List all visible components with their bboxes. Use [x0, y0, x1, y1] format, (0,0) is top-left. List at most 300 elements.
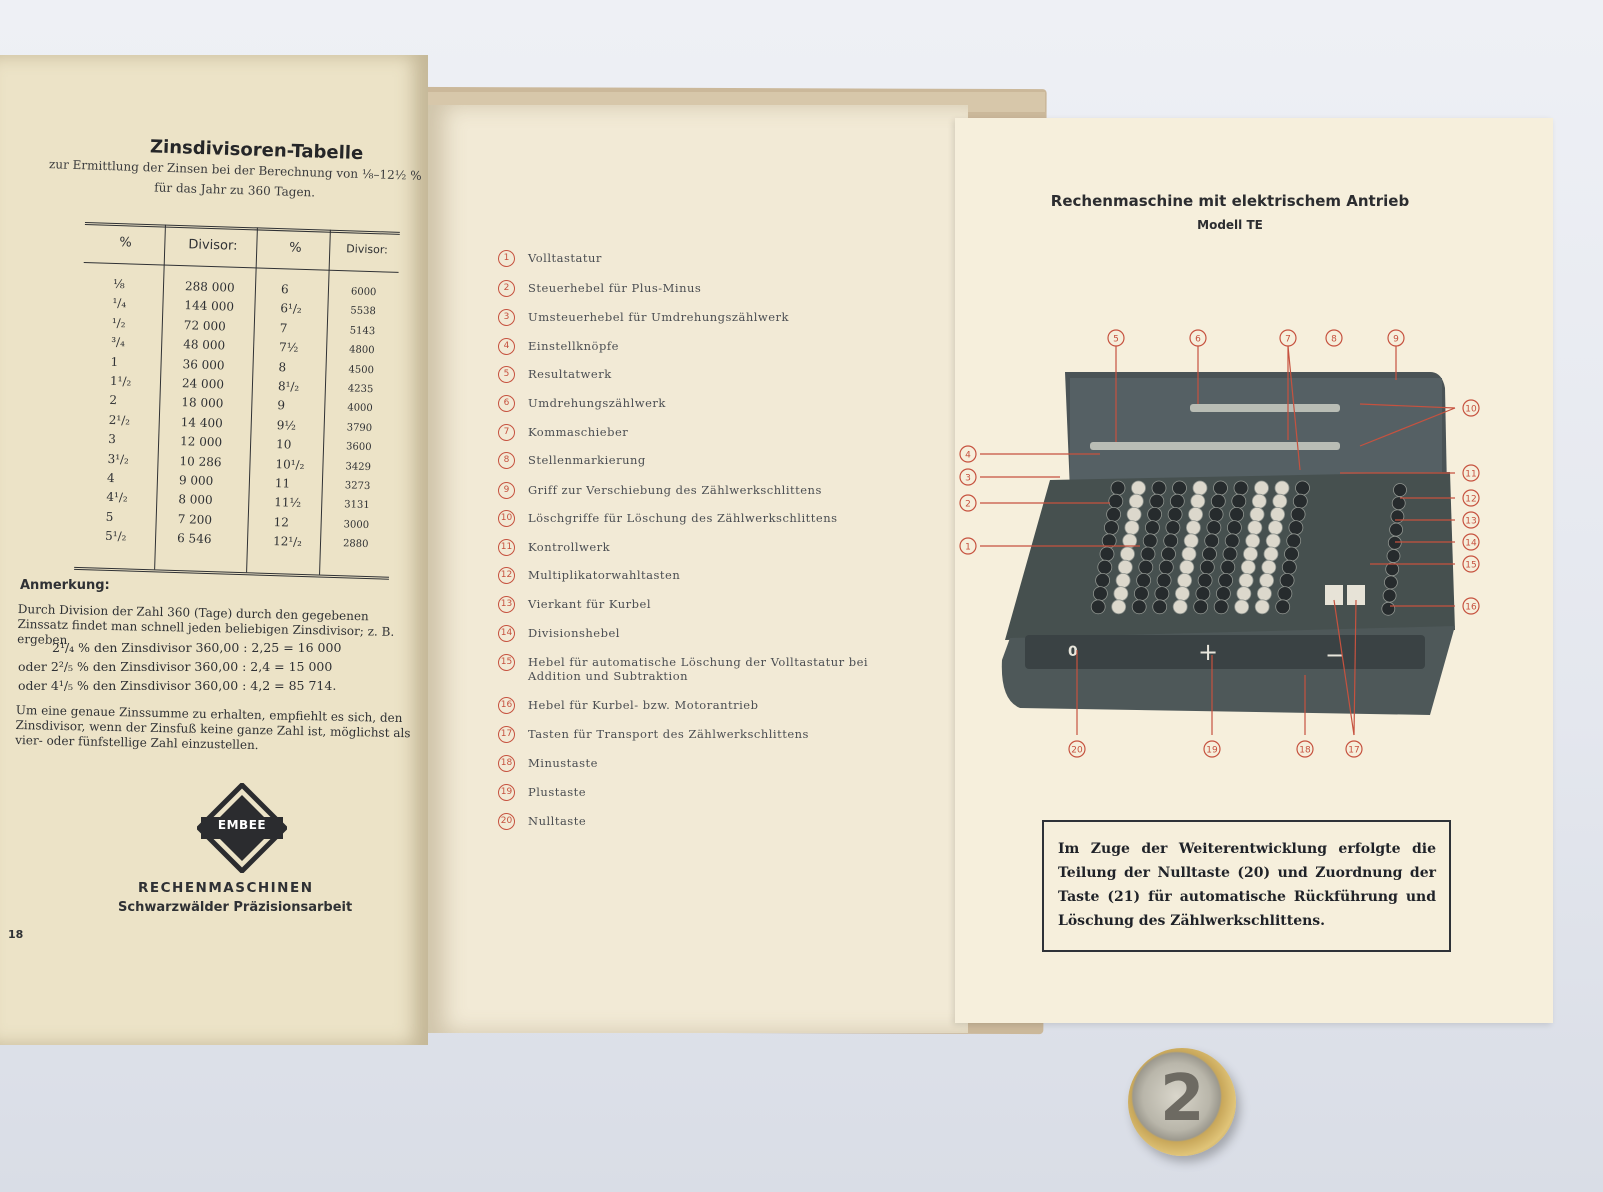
legend-number: 8	[498, 452, 515, 469]
legend-number: 13	[498, 596, 515, 613]
calculator-illustration	[950, 320, 1510, 790]
keyboard-key	[1125, 521, 1139, 535]
table-cell: 12 000	[179, 434, 223, 450]
table-cell: 10	[275, 437, 292, 452]
callout-number: 5	[1113, 334, 1119, 345]
table-header-rule	[84, 262, 399, 273]
keyboard-key	[1164, 534, 1178, 548]
header-divisor-1: Divisor:	[188, 237, 238, 254]
legend-item	[498, 596, 918, 618]
legend-label: Hebel für automatische Löschung der Volltastatur bei Addition und Subtraktion	[528, 655, 869, 683]
keyboard-key	[1239, 573, 1253, 587]
keyboard-key	[1273, 494, 1287, 508]
keyboard-key	[1257, 587, 1271, 601]
table-cell: 5143	[349, 325, 376, 337]
table-bottom-rule	[74, 567, 389, 580]
keyboard-key	[1159, 560, 1173, 574]
keyboard-key	[1129, 494, 1143, 508]
callout-marker	[1388, 330, 1404, 346]
table-cell: 3273	[344, 480, 371, 492]
keyboard-key	[1209, 507, 1223, 521]
column-divisor-2	[343, 282, 377, 554]
table-cell: 2880	[342, 538, 369, 551]
callout-marker	[1463, 598, 1479, 614]
legend-item	[498, 309, 918, 331]
legend-item	[498, 625, 918, 647]
keyboard-key	[1225, 534, 1239, 548]
keyboard-key	[1266, 534, 1280, 548]
legend-item	[498, 338, 918, 360]
table-cell: 5¹/₂	[104, 528, 127, 544]
keyboard-key	[1241, 560, 1255, 574]
callout-marker	[960, 538, 976, 554]
keyboard-key	[1276, 600, 1290, 614]
callout-marker	[1190, 330, 1206, 346]
callout-number: 1	[965, 542, 971, 553]
keyboard-key	[1234, 481, 1248, 495]
keyboard-key	[1109, 494, 1123, 508]
table-cell: 1¹/₂	[109, 373, 132, 389]
keyboard-key	[1205, 534, 1219, 548]
table-divider	[246, 227, 258, 572]
legend-number: 11	[498, 539, 515, 556]
legend-number: 17	[498, 726, 515, 743]
keyboard-key	[1223, 547, 1237, 561]
table-cell: 5538	[350, 305, 376, 318]
keyboard-key	[1178, 573, 1192, 587]
legend-label: Divisionshebel	[528, 626, 620, 640]
keyboard-key	[1118, 560, 1132, 574]
keyboard-key	[1137, 573, 1151, 587]
legend-item	[498, 726, 918, 748]
callout-number: 9	[1393, 334, 1399, 345]
keyboard-key	[1262, 560, 1276, 574]
brand-line-2: Schwarzwälder Präzisionsarbeit	[118, 900, 353, 915]
table-cell: 6000	[350, 286, 377, 299]
example-2: oder 2²/₅ % den Zinsdivisor 360,00 : 2,4 = 15 000	[18, 659, 333, 674]
legend-number: 6	[498, 395, 515, 412]
keyboard-key	[1235, 600, 1249, 614]
callout-number: 19	[1206, 745, 1218, 756]
header-divisor-2: Divisor:	[346, 242, 389, 257]
table-cell: 8 000	[178, 492, 213, 508]
table-cell: 7	[279, 320, 288, 336]
callout-number: 13	[1465, 516, 1477, 527]
table-cell: 10¹/₂	[275, 456, 305, 472]
table-cell: 7½	[278, 340, 299, 355]
keyboard-key	[1153, 600, 1167, 614]
legend-number: 9	[498, 482, 515, 499]
table-cell: 12¹/₂	[272, 534, 303, 550]
callout-marker	[1280, 330, 1296, 346]
keyboard-key	[1107, 507, 1121, 521]
table-cell: 24 000	[181, 376, 225, 392]
callout-number: 20	[1071, 745, 1083, 756]
callout-number: 12	[1465, 494, 1477, 505]
callout-number: 15	[1465, 560, 1477, 571]
table-cell: 7 200	[177, 511, 213, 527]
zero-key-label: 0	[1068, 644, 1078, 660]
callout-number: 17	[1348, 745, 1360, 756]
legend-number: 12	[498, 567, 515, 584]
table-cell: 11½	[274, 495, 302, 511]
multiplier-key	[1388, 536, 1401, 549]
legend-item	[498, 510, 918, 532]
callout-marker	[960, 469, 976, 485]
multiplier-key	[1383, 589, 1396, 602]
keyboard-key	[1250, 507, 1264, 521]
legend-label: Umdrehungszählwerk	[528, 396, 666, 410]
legend-label: Plustaste	[528, 785, 587, 799]
example-3: oder 4¹/₅ % den Zinsdivisor 360,00 : 4,2 = 85 714.	[18, 678, 337, 693]
column-percent-1	[105, 275, 135, 547]
callout-marker	[1108, 330, 1124, 346]
table-cell: 4000	[347, 402, 373, 415]
keyboard-key	[1221, 560, 1235, 574]
table-cell: 3	[107, 431, 117, 447]
callout-number: 18	[1299, 745, 1311, 756]
keyboard-key	[1168, 507, 1182, 521]
keyboard-key	[1121, 547, 1135, 561]
keyboard-key	[1112, 600, 1126, 614]
callout-marker	[1463, 512, 1479, 528]
machine-title: Rechenmaschine mit elektrischem Antrieb	[1050, 192, 1410, 210]
keyboard-key	[1180, 560, 1194, 574]
table-divider	[319, 230, 331, 575]
multiplier-key	[1391, 510, 1404, 523]
keyboard-key	[1132, 600, 1146, 614]
keyboard-key	[1248, 521, 1262, 535]
callout-number: 8	[1331, 334, 1337, 345]
keyboard-key	[1216, 587, 1230, 601]
keyboard-key	[1196, 587, 1210, 601]
table-cell: 6	[280, 282, 289, 297]
table-cell: 8¹/₂	[277, 379, 300, 394]
callout-number: 3	[965, 473, 971, 484]
legend-label: Kommaschieber	[528, 425, 629, 439]
table-cell: 9 000	[178, 472, 214, 489]
note-box-text: Im Zuge der Weiterentwicklung erfolgte die Teilung der Nulltaste (20) und Zuordnung der Taste (21) für automatische Rückführung und Löschung des Zählwerkschlittens.	[1058, 841, 1436, 929]
table-cell: 72 000	[183, 317, 227, 334]
table-cell: 3131	[344, 499, 370, 512]
header-percent-2: %	[289, 240, 302, 256]
page-number: 18	[8, 928, 24, 941]
legend-item	[498, 567, 918, 589]
callout-marker	[1463, 490, 1479, 506]
keyboard-key	[1227, 521, 1241, 535]
legend-item	[498, 366, 918, 388]
multiplier-key	[1382, 602, 1395, 615]
keyboard-key	[1219, 573, 1233, 587]
table-title: Zinsdivisoren-Tabelle	[149, 136, 364, 165]
legend-label: Tasten für Transport des Zählwerkschlittens	[528, 727, 809, 741]
subtitle-line-2: für das Jahr zu 360 Tagen.	[154, 180, 316, 200]
keyboard-key	[1244, 547, 1258, 561]
table-cell: 36 000	[182, 356, 225, 373]
legend-item	[498, 452, 918, 474]
keyboard-key	[1132, 481, 1146, 495]
keyboard-key	[1157, 573, 1171, 587]
keyboard-key	[1255, 481, 1269, 495]
keyboard-key	[1091, 600, 1105, 614]
keyboard-key	[1296, 481, 1310, 495]
keyboard-key	[1134, 587, 1148, 601]
column-percent-2	[273, 280, 310, 552]
multiplier-key	[1394, 484, 1407, 497]
keyboard-key	[1175, 587, 1189, 601]
table-cell: 144 000	[184, 298, 235, 315]
table-cell: 11	[274, 476, 291, 491]
keyboard-key	[1230, 507, 1244, 521]
callout-number: 2	[965, 499, 971, 510]
callout-marker	[1069, 741, 1085, 757]
legend-label: Hebel für Kurbel- bzw. Motorantrieb	[528, 698, 759, 712]
minus-key-label: −	[1325, 641, 1346, 669]
keyboard-key	[1141, 547, 1155, 561]
callout-number: 16	[1465, 602, 1477, 613]
legend-number: 18	[498, 755, 515, 772]
legend-number: 5	[498, 366, 515, 383]
callout-marker	[960, 446, 976, 462]
table-cell: 8	[278, 359, 287, 374]
table-cell: 5	[105, 509, 114, 524]
table-cell: 2	[109, 393, 118, 408]
note-examples	[18, 638, 418, 695]
brand-line-1: RECHENMASCHINEN	[138, 880, 314, 896]
legend-item	[498, 813, 918, 835]
legend-label: Löschgriffe für Löschung des Zählwerkschlittens	[528, 511, 838, 525]
keyboard-key	[1143, 534, 1157, 548]
keyboard-key	[1148, 507, 1162, 521]
legend-label: Umsteuerhebel für Umdrehungszählwerk	[528, 310, 790, 324]
keyboard-key	[1111, 481, 1125, 495]
header-percent-1: %	[119, 235, 132, 251]
callout-marker	[1463, 465, 1479, 481]
keyboard-key	[1264, 547, 1278, 561]
table-cell: 18 000	[181, 395, 224, 411]
callout-marker	[1204, 741, 1220, 757]
legend-item	[498, 250, 918, 272]
legend-item	[498, 280, 918, 302]
keyboard-key	[1232, 494, 1246, 508]
keyboard-key	[1145, 521, 1159, 535]
note-text: Durch Division der Zahl 360 (Tage) durch den gegebenen Zinssatz findet man schnell jeden beliebigen Zinsdivisor; z. B. ergeben	[17, 602, 395, 648]
keyboard-key	[1127, 507, 1141, 521]
table-cell: 4800	[348, 344, 375, 357]
keyboard-key	[1170, 494, 1184, 508]
table-cell: ⅛	[112, 276, 125, 292]
keyboard-key	[1100, 547, 1114, 561]
legend-item	[498, 654, 918, 683]
callout-marker	[1297, 741, 1313, 757]
table-cell: 9½	[276, 417, 297, 433]
legend-label: Kontrollwerk	[528, 540, 611, 554]
legend-number: 19	[498, 784, 515, 801]
keyboard-key	[1162, 547, 1176, 561]
coin-value: 2	[1160, 1062, 1205, 1136]
callout-marker	[960, 495, 976, 511]
table-cell: 10 286	[179, 453, 222, 469]
keyboard-key	[1214, 600, 1228, 614]
legend-label: Nulltaste	[528, 814, 587, 828]
multiplier-key	[1384, 576, 1397, 589]
keyboard-key	[1260, 573, 1274, 587]
keyboard-key	[1246, 534, 1260, 548]
keyboard-key	[1214, 481, 1228, 495]
table-cell: 3600	[345, 441, 372, 454]
keyboard-key	[1255, 600, 1269, 614]
keyboard-key	[1193, 481, 1207, 495]
callout-number: 6	[1195, 334, 1201, 345]
keyboard-key	[1155, 587, 1169, 601]
keyboard-key	[1184, 534, 1198, 548]
callout-number: 11	[1465, 469, 1477, 480]
multiplier-key	[1390, 523, 1403, 536]
column-divisor-1	[177, 277, 235, 550]
legend-label: Multiplikatorwahltasten	[528, 568, 681, 582]
legend-item	[498, 424, 918, 446]
table-cell: 4	[106, 470, 115, 485]
keyboard-key	[1275, 481, 1289, 495]
legend-item	[498, 784, 918, 806]
table-cell: 1	[110, 354, 119, 369]
callout-marker	[1346, 741, 1362, 757]
multiplier-key	[1392, 497, 1405, 510]
keyboard-key	[1093, 587, 1107, 601]
keyboard-key	[1211, 494, 1225, 508]
table-cell: 3000	[343, 518, 370, 531]
keyboard-key	[1237, 587, 1251, 601]
table-cell: 4235	[347, 383, 374, 396]
keyboard-key	[1285, 547, 1299, 561]
table-cell: 3429	[345, 460, 372, 473]
legend-number: 1	[498, 250, 515, 267]
keyboard-key	[1293, 494, 1307, 508]
table-cell: 12	[273, 514, 290, 530]
keyboard-key	[1289, 521, 1303, 535]
keyboard-key	[1282, 560, 1296, 574]
keyboard-key	[1291, 507, 1305, 521]
multiplier-key	[1386, 563, 1399, 576]
table-cell: ³/₄	[111, 335, 126, 350]
keyboard-key	[1166, 521, 1180, 535]
callout-number: 4	[965, 450, 971, 461]
legend-label: Einstellknöpfe	[528, 339, 619, 353]
table-divider	[154, 225, 166, 570]
callout-number: 14	[1465, 538, 1477, 549]
legend-item	[498, 482, 918, 504]
keyboard-key	[1096, 573, 1110, 587]
keyboard-key	[1194, 600, 1208, 614]
legend-number: 7	[498, 424, 515, 441]
keyboard-key	[1098, 560, 1112, 574]
keyboard-key	[1252, 494, 1266, 508]
multiplier-key	[1387, 550, 1400, 563]
callout-marker	[1463, 400, 1479, 416]
plus-key-label: +	[1198, 638, 1219, 666]
table-cell: 288 000	[184, 279, 235, 295]
keyboard-key	[1116, 573, 1130, 587]
callout-marker	[1326, 330, 1342, 346]
keyboard-key	[1200, 560, 1214, 574]
keyboard-key	[1191, 494, 1205, 508]
interest-divisor-table	[74, 222, 400, 587]
keyboard-key	[1150, 494, 1164, 508]
keyboard-key	[1203, 547, 1217, 561]
table-cell: 2¹/₂	[108, 412, 131, 428]
legend-label: Volltastatur	[528, 251, 602, 265]
logo-wordmark: EMBEE	[217, 818, 267, 832]
keyboard-key	[1189, 507, 1203, 521]
table-cell: 3790	[346, 422, 373, 434]
legend-label: Vierkant für Kurbel	[528, 597, 651, 611]
keyboard-key	[1278, 587, 1292, 601]
note-title: Anmerkung:	[20, 578, 110, 593]
legend-item	[498, 697, 918, 719]
keyboard-key	[1114, 587, 1128, 601]
keyboard-key	[1104, 521, 1118, 535]
keyboard-key	[1186, 521, 1200, 535]
legend-number: 10	[498, 510, 515, 527]
callout-number: 7	[1285, 334, 1291, 345]
keyboard-key	[1173, 481, 1187, 495]
machine-model: Modell TE	[1197, 218, 1263, 232]
legend-label: Resultatwerk	[528, 367, 612, 381]
legend-number: 20	[498, 813, 515, 830]
callout-number: 10	[1465, 404, 1477, 415]
table-cell: 6¹/₂	[280, 301, 302, 317]
example-1: 2¹/₄ % den Zinsdivisor 360,00 : 2,25 = 16 000	[52, 640, 342, 655]
subtitle-line-1: zur Ermittlung der Zinsen bei der Berechnung von ⅛–12½ %	[48, 157, 422, 183]
legend-label: Griff zur Verschiebung des Zählwerkschlittens	[528, 483, 822, 497]
table-cell: 4¹/₂	[106, 490, 128, 505]
keyboard-key	[1287, 534, 1301, 548]
table-cell: 14 400	[180, 414, 223, 431]
legend-label: Steuerhebel für Plus-Minus	[528, 281, 702, 295]
table-cell: 4500	[348, 363, 375, 376]
callout-marker	[1463, 534, 1479, 550]
table-cell: 48 000	[182, 337, 226, 353]
keyboard-key	[1182, 547, 1196, 561]
keyboard-key	[1198, 573, 1212, 587]
keyboard-key	[1268, 521, 1282, 535]
legend-number: 3	[498, 309, 515, 326]
keyboard-key	[1280, 573, 1294, 587]
legend-item	[498, 395, 918, 417]
legend-number: 4	[498, 338, 515, 355]
legend-item	[498, 539, 918, 561]
keyboard-key	[1139, 560, 1153, 574]
table-cell: 3¹/₂	[107, 451, 130, 467]
legend-label: Minustaste	[528, 756, 598, 770]
legend-number: 16	[498, 697, 515, 714]
keyboard-key	[1207, 521, 1221, 535]
table-cell: ¹/₄	[112, 296, 127, 311]
legend-item	[498, 755, 918, 777]
callout-marker	[1463, 556, 1479, 572]
table-cell: 6 546	[176, 531, 212, 547]
keyboard-key	[1152, 481, 1166, 495]
legend-number: 15	[498, 654, 515, 671]
legend-number: 14	[498, 625, 515, 642]
legend-label: Stellenmarkierung	[528, 453, 646, 467]
table-cell: 9	[277, 398, 286, 413]
legend-number: 2	[498, 280, 515, 297]
keyboard-key	[1271, 507, 1285, 521]
note-text-2: Um eine genaue Zinssumme zu erhalten, empfiehlt es sich, den Zinsdivisor, wenn der Zinsfuß keine ganze Zahl ist, möglichst als vier- oder fünfstellige Zahl einzustellen.	[15, 703, 411, 753]
table-cell: ¹/₂	[111, 315, 126, 331]
keyboard-key	[1173, 600, 1187, 614]
